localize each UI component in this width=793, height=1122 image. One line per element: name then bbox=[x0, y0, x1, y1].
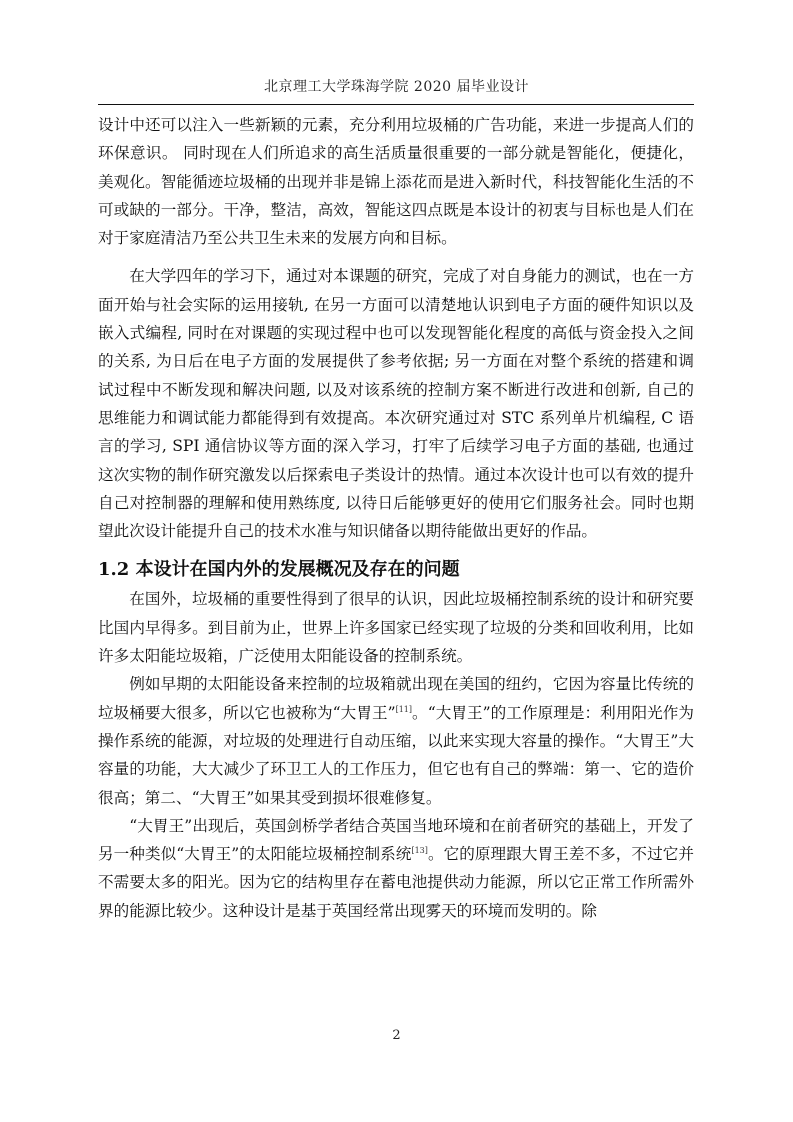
paragraph-text: 。“大胃王”的工作原理是：利用阳光作为操作系统的能源，对垃圾的处理进行自动压缩，以此来实现大容量的操作。“大胃王”大容量的功能，大大减少了环卫工人的工作压力，但它也有自己的弊端：第一、它的造价很高；第二、“大胃王”如果其受到损坏很难修复。 bbox=[98, 703, 694, 807]
page-header: 北京理工大学珠海学院 2020 届毕业设计 bbox=[263, 79, 530, 95]
paragraph-text: “大胃王”出现后，英国剑桥学者结合英国当地环境和在前者研究的基础上，开发了另一种类似“大胃王”的太阳能垃圾桶控制系统 bbox=[98, 816, 694, 864]
paragraph-big-belly-example bbox=[98, 670, 694, 811]
paragraph-intro-continued: 设计中还可以注入一些新颖的元素，充分利用垃圾桶的广告功能，来进一步提高人们的环保意识。 同时现在人们所追求的高生活质量很重要的一部分就是智能化，便捷化，美观化。智能循迹垃圾桶的出现并非是锦上添花而是进入新时代，科技智能化生活的不可或缺的一部分。干净，整洁，高效，智能这四点既是本设计的初衷与目标也是人们在对于家庭清洁乃至公共卫生未来的发展方向和目标。 bbox=[98, 116, 694, 248]
paragraph-text: 例如早期的太阳能设备来控制的垃圾箱就出现在美国的纽约，它因为容量比传统的垃圾桶要大很多，所以它也被称为“大胃王” bbox=[98, 675, 694, 722]
header-divider bbox=[98, 104, 694, 105]
citation-ref: [13] bbox=[411, 845, 428, 855]
page-number: 2 bbox=[392, 1028, 401, 1043]
citation-ref: [11] bbox=[395, 704, 412, 714]
page-body bbox=[98, 111, 694, 925]
paragraph-cambridge-design bbox=[98, 812, 694, 925]
paragraph-text: 。它的原理跟大胃王差不多，不过它并不需要太多的阳光。因为它的结构里存在蓄电池提供动力能源，所以它正常工作所需外界的能源比较少。这种设计是基于英国经常出现雾天的环境而发明的。除 bbox=[98, 845, 694, 920]
paragraph-learning-outcomes: 在大学四年的学习下，通过对本课题的研究，完成了对自身能力的测试，也在一方面开始与社会实际的运用接轨, 在另一方面可以清楚地认识到电子方面的硬件知识以及嵌入式编程, 同时在对课题的实现过程中也可以发现智能化程度的高低与资金投入之间的关系, 为日后在电子方面的发展提供了参考依据; 另一方面在对整个系统的搭建和调试过程中不断发现和解决问题, 以及对该系统的控制方案不断进行改进和创新, 自己的思维能力和调试能力都能得到有效提高。本次研究通过对 STC 系列单片机编程, C 语言的学习, SPI 通信协议等方面的深入学习，打牢了后续学习电子方面的基础, 也通过这次实物的制作研究激发以后探索电子类设计的热情。通过本次设计也可以有效的提升自己对控制器的理解和使用熟练度, 以待日后能够更好的使用它们服务社会。同时也期望此次设计能提升自己的技术水准与知识储备以期待能做出更好的作品。 bbox=[98, 267, 694, 541]
section-heading: 1.2 本设计在国内外的发展概况及存在的问题 bbox=[98, 559, 460, 581]
paragraph-foreign-status: 在国外，垃圾桶的重要性得到了很早的认识，因此垃圾桶控制系统的设计和研究要比国内早得多。到目前为止，世界上许多国家已经实现了垃圾的分类和回收利用，比如许多太阳能垃圾箱，广泛使用太阳能设备的控制系统。 bbox=[98, 590, 694, 666]
